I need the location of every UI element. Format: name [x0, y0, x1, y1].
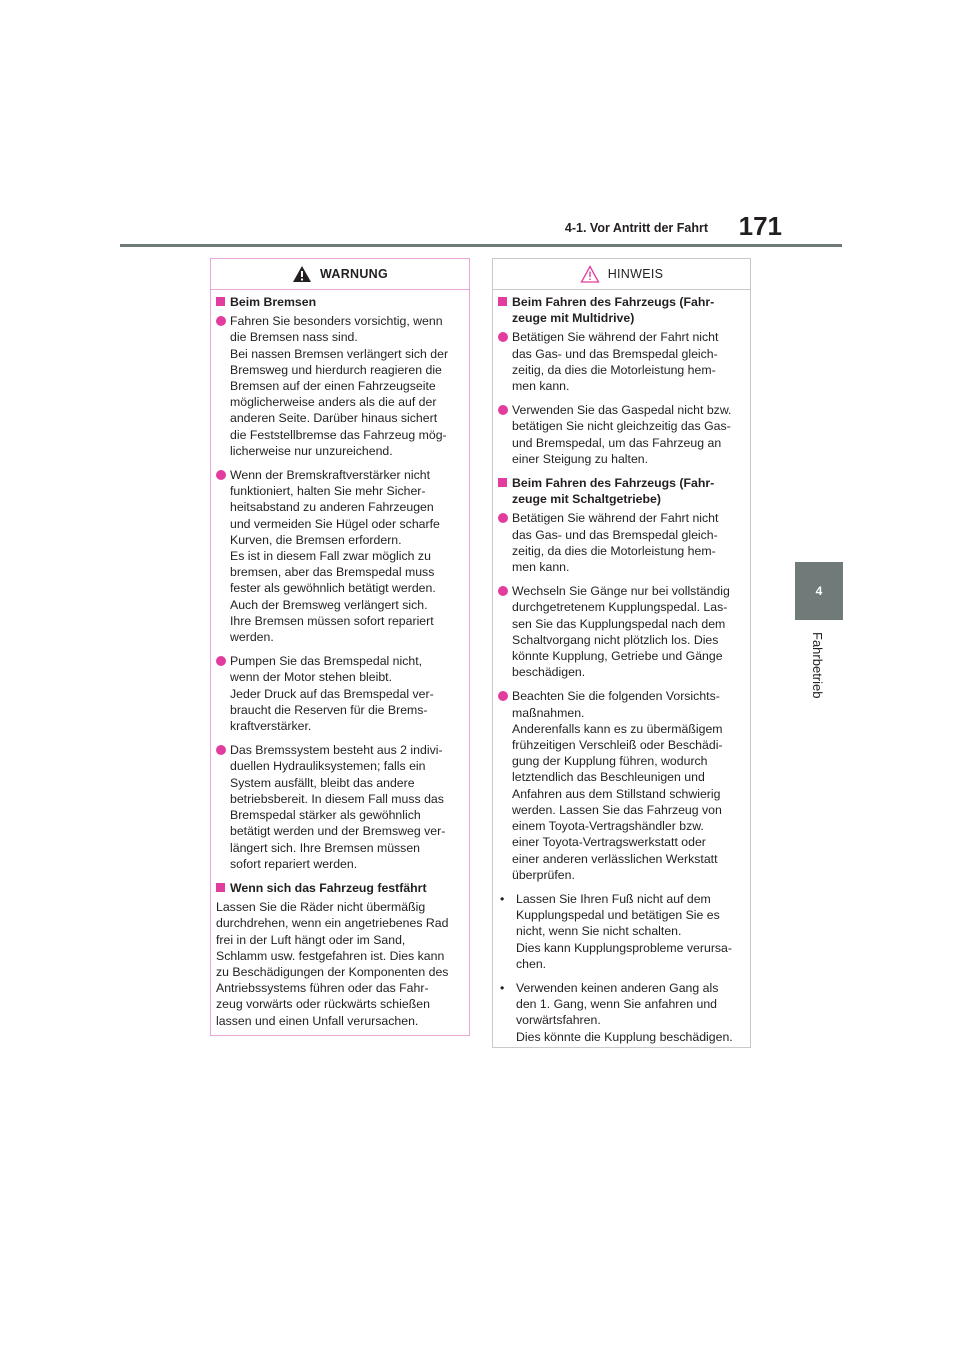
warning-heading: Beim Bremsen	[216, 294, 464, 310]
warning-box	[210, 258, 470, 1036]
note-item: Betätigen Sie während der Fahrt nicht das Gas- und das Bremspedal gleich- zeitig, da dies die Motorleistung hem- men kann.	[498, 329, 745, 394]
square-bullet-icon	[498, 478, 507, 487]
warning-item: Das Bremssystem besteht aus 2 indivi- duellen Hydrauliksystemen; falls ein System ausfällt, bleibt das andere betriebsbereit. In diesem Fall muss das Bremspedal stärker als gewöhnlich betätigt werden und der Bremsweg ver- längert sich. Ihre Bremsen müssen sofort repariert werden.	[216, 742, 464, 872]
note-item: Wechseln Sie Gänge nur bei vollständig durchgetretenem Kupplungspedal. Las- sen Sie das Kupplungspedal nach dem Schaltvorgang nicht plötzlich los. Dies könnte Kupplung, Getriebe und Gänge beschädigen.	[498, 583, 745, 680]
note-heading: Beim Fahren des Fahrzeugs (Fahr- zeuge mit Schaltgetriebe)	[498, 475, 745, 507]
warning-item: Wenn der Bremskraftverstärker nicht funktioniert, halten Sie mehr Sicher- heitsabstand zu anderen Fahrzeugen und vermeiden Sie Hügel oder scharfe Kurven, die Bremsen erfordern. Es ist in diesem Fall zwar möglich zu bremsen, aber das Bremspedal muss fester als gewöhnlich betätigt werden. Auch der Bremsweg verlängert sich. Ihre Bremsen müssen sofort repariert werden.	[216, 467, 464, 645]
warning-header	[211, 259, 469, 290]
warning-item: Pumpen Sie das Bremspedal nicht, wenn der Motor stehen bleibt. Jeder Druck auf das Bremspedal ver- braucht die Reserven für die Brems- kraftverstärker.	[216, 653, 464, 734]
round-bullet-icon	[216, 316, 226, 326]
note-item: Betätigen Sie während der Fahrt nicht das Gas- und das Bremspedal gleich- zeitig, da dies die Motorleistung hem- men kann.	[498, 510, 745, 575]
caution-triangle-icon	[580, 265, 600, 283]
note-heading: Beim Fahren des Fahrzeugs (Fahr- zeuge mit Multidrive)	[498, 294, 745, 326]
round-bullet-icon	[498, 332, 508, 342]
warning-title: WARNUNG	[319, 267, 389, 281]
section-title: 4-1. Vor Antritt der Fahrt	[564, 221, 708, 235]
warning-paragraph: Lassen Sie die Räder nicht übermäßig durchdrehen, wenn ein angetriebenes Rad frei in der Luft hängt oder im Sand, Schlamm usw. festgefahren ist. Dies kann zu Beschädigungen der Komponenten des Antriebssystems führen oder das Fahr- zeug vorwärts oder rückwärts schießen lassen und einen Unfall verursachen.	[216, 900, 449, 1028]
square-bullet-icon	[498, 297, 507, 306]
note-header	[493, 259, 750, 290]
note-subitem: • Verwenden keinen anderen Gang als den 1. Gang, wenn Sie anfahren und vorwärtsfahren. Dies könnte die Kupplung beschädigen.	[500, 980, 733, 1044]
warning-item: Fahren Sie besonders vorsichtig, wenn die Bremsen nass sind. Bei nassen Bremsen verlängert sich der Bremsweg und hierdurch reagieren die Bremsen auf der einen Fahrzeugseite möglicherweise anders als die auf der anderen Seite. Darüber hinaus sichert die Feststellbremse das Fahrzeug mög- licherweise nur unzureichend.	[216, 313, 464, 459]
round-bullet-icon	[216, 656, 226, 666]
round-bullet-icon	[498, 691, 508, 701]
round-bullet-icon	[216, 745, 226, 755]
header-divider	[120, 244, 842, 247]
note-item: Verwenden Sie das Gaspedal nicht bzw. betätigen Sie nicht gleichzeitig das Gas- und Bremspedal, um das Fahrzeug an einer Steigung zu halten.	[498, 402, 745, 467]
warning-heading: Wenn sich das Fahrzeug festfährt	[216, 880, 464, 896]
note-title: HINWEIS	[607, 267, 664, 281]
square-bullet-icon	[216, 883, 225, 892]
note-box	[492, 258, 751, 1048]
note-subitem: • Lassen Sie Ihren Fuß nicht auf dem Kupplungspedal und betätigen Sie es nicht, wenn Sie nicht schalten. Dies kann Kupplungsprobleme verursa- chen.	[500, 891, 732, 971]
round-bullet-icon	[498, 586, 508, 596]
note-item: Beachten Sie die folgenden Vorsichts- maßnahmen. Anderenfalls kann es zu übermäßigem frühzeitigen Verschleiß oder Beschädi- gung der Kupplung führen, wodurch letztendlich das Beschleunigen und Anfahren aus dem Stillstand schwierig werden. Lassen Sie das Fahrzeug von einem Toyota-Vertragshändler bzw. einer Toyota-Vertragswerkstatt oder einer anderen verlässlichen Werkstatt überprüfen.	[498, 688, 745, 882]
round-bullet-icon	[216, 470, 226, 480]
warning-body	[211, 290, 469, 1029]
bullet-point-icon: •	[500, 980, 505, 995]
chapter-title: Fahrbetrieb	[810, 632, 825, 699]
round-bullet-icon	[498, 405, 508, 415]
chapter-tab: 4	[795, 562, 843, 620]
bullet-point-icon: •	[500, 891, 505, 906]
page-number: 171	[738, 211, 782, 241]
note-body	[493, 290, 750, 1045]
round-bullet-icon	[498, 513, 508, 523]
warning-triangle-icon	[292, 265, 312, 283]
square-bullet-icon	[216, 297, 225, 306]
